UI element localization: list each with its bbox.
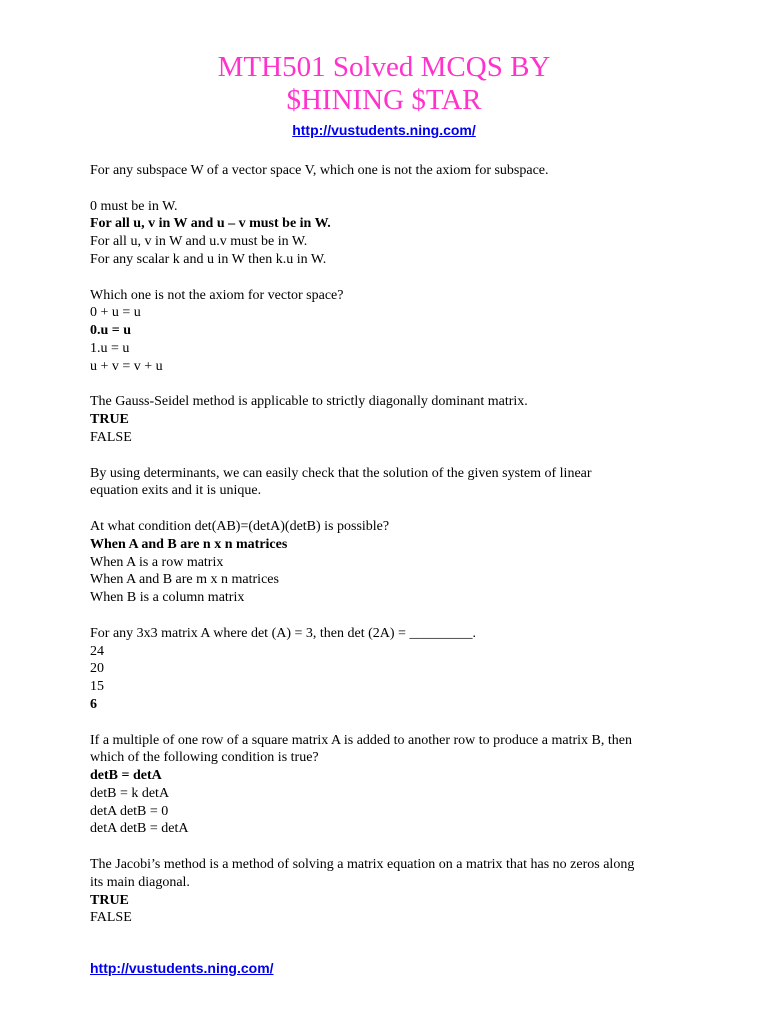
correct-answer-option: TRUE (90, 412, 129, 428)
correct-answer-option: 0.u = u (90, 323, 132, 339)
mcq-question (90, 287, 690, 376)
answer-option: FALSE (90, 910, 132, 926)
question-text: For any 3x3 matrix A where det (A) = 3, then det (2A) = _________. (90, 625, 476, 641)
document-author: $HINING $TAR (286, 84, 482, 116)
question-text: The Jacobi’s method is a method of solving a matrix equation on a matrix that has no zeros along (90, 857, 635, 873)
answer-option: detB = k detA (90, 785, 170, 801)
correct-answer-option: TRUE (90, 892, 129, 908)
answer-option: u + v = v + u (90, 358, 163, 374)
document-title: MTH501 Solved MCQS BY (217, 51, 551, 83)
mcq-question (90, 518, 690, 607)
answer-option: detA detB = 0 (90, 803, 169, 819)
mcq-question (90, 465, 690, 501)
answer-option: When B is a column matrix (90, 590, 245, 606)
correct-answer-option: When A and B are n x n matrices (90, 536, 288, 552)
mcq-question (90, 732, 690, 839)
correct-answer-option: 6 (90, 696, 97, 712)
mcq-list (90, 162, 690, 927)
correct-answer-option: detB = detA (90, 768, 162, 784)
mcq-question (90, 393, 690, 446)
mcq-question (90, 162, 690, 269)
answer-option: For any scalar k and u in W then k.u in W. (90, 251, 327, 267)
mcq-question (90, 625, 690, 714)
answer-option: 1.u = u (90, 340, 130, 356)
answer-option: For all u, v in W and u.v must be in W. (90, 234, 308, 250)
header-link[interactable]: http://vustudents.ning.com/ (292, 122, 476, 138)
mcq-question (90, 856, 690, 927)
answer-option: detA detB = detA (90, 821, 189, 837)
question-text: For any subspace W of a vector space V, which one is not the axiom for subspace. (90, 163, 549, 178)
question-text: If a multiple of one row of a square matrix A is added to another row to produce a matrix B, then (90, 732, 632, 748)
answer-option: When A and B are m x n matrices (90, 572, 279, 588)
question-text: The Gauss-Seidel method is applicable to strictly diagonally dominant matrix. (90, 394, 528, 410)
answer-option: When A is a row matrix (90, 554, 224, 570)
answer-option: 0 + u = u (90, 305, 141, 321)
correct-answer-option: For all u, v in W and u – v must be in W. (90, 216, 331, 232)
answer-option: 20 (90, 661, 104, 677)
answer-option: FALSE (90, 429, 132, 445)
question-text: At what condition det(AB)=(detA)(detB) is possible? (90, 518, 390, 534)
question-text: By using determinants, we can easily check that the solution of the given system of linear (90, 465, 592, 481)
question-text: its main diagonal. (90, 874, 190, 890)
answer-option: 15 (90, 679, 104, 695)
question-text: equation exits and it is unique. (90, 483, 262, 499)
answer-option: 24 (90, 643, 104, 659)
footer-link[interactable]: http://vustudents.ning.com/ (90, 960, 274, 976)
answer-option: 0 must be in W. (90, 198, 178, 214)
question-text: Which one is not the axiom for vector space? (90, 287, 344, 303)
question-text: which of the following condition is true? (90, 750, 319, 766)
